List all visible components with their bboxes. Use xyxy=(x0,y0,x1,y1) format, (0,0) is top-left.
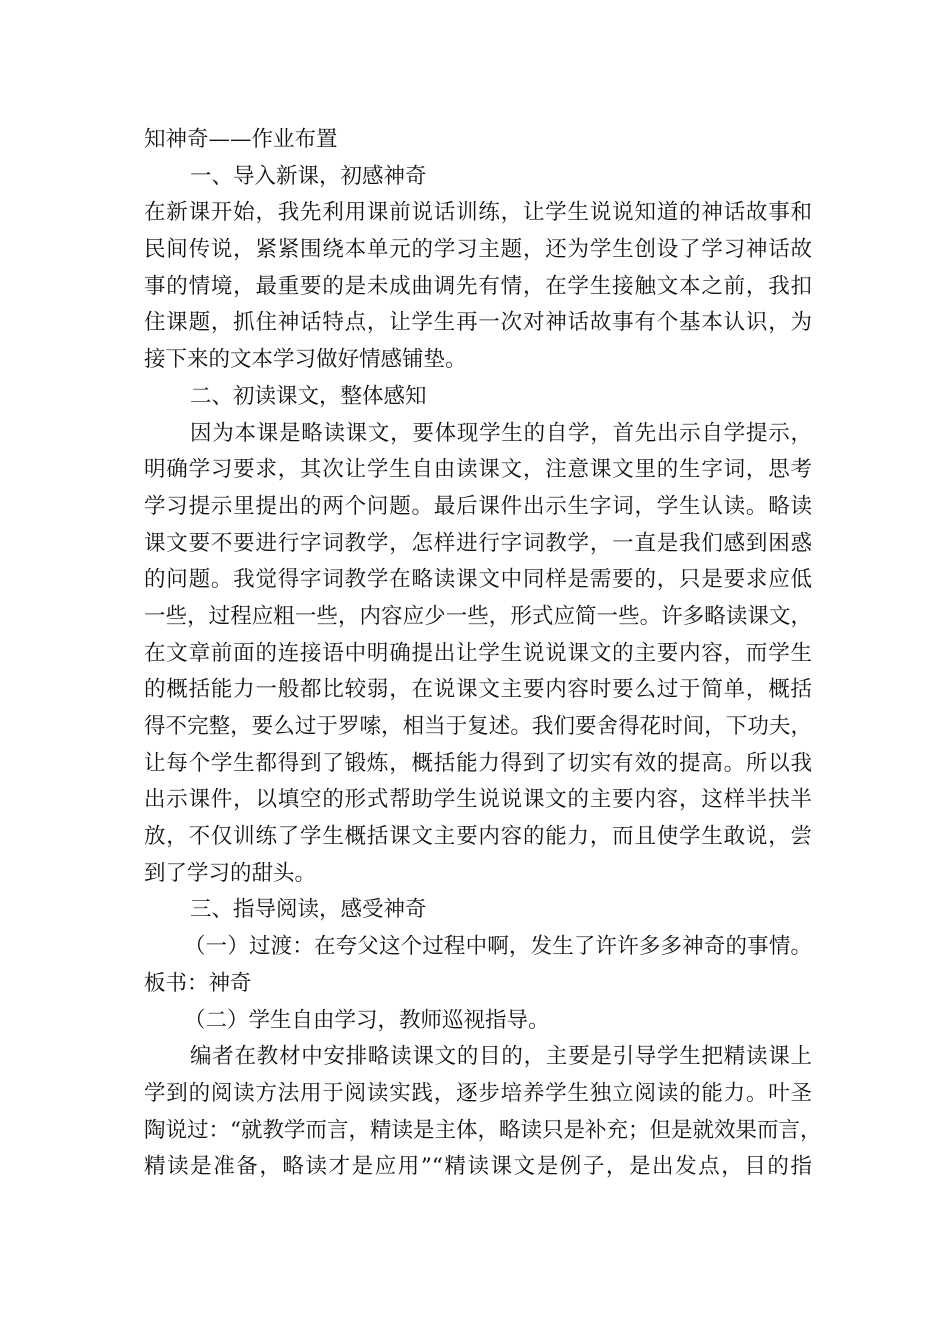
section-heading-3: 三、指导阅读，感受神奇 xyxy=(190,897,427,923)
paragraph-line: 因为本课是略读课文，要体现学生的自学，首先出示自学提示， xyxy=(190,420,812,446)
paragraph-line: 得不完整，要么过于罗嗦，相当于复述。我们要舍得花时间，下功夫， xyxy=(144,714,812,739)
paragraph-line: 在新课开始，我先利用课前说话训练，让学生说说知道的神话故事和 xyxy=(144,200,812,226)
document-title: 知神奇——作业布置 xyxy=(144,127,338,152)
paragraph-line: （一）过渡：在夸父这个过程中啊，发生了许许多多神奇的事情。 xyxy=(184,934,812,960)
paragraph-line: 课文要不要进行字词教学，怎样进行字词教学，一直是我们感到困惑 xyxy=(144,530,812,556)
paragraph-line: 精读是准备，略读才是应用”“精读课文是例子，是出发点，目的指 xyxy=(144,1154,812,1180)
paragraph-line: 接下来的文本学习做好情感铺垫。 xyxy=(144,347,467,373)
document-page xyxy=(144,122,822,1186)
paragraph-line: 明确学习要求，其次让学生自由读课文，注意课文里的生字词，思考 xyxy=(144,457,812,483)
paragraph-line: 放，不仅训练了学生概括课文主要内容的能力，而且使学生敢说，尝 xyxy=(144,824,812,850)
paragraph-line: 学到的阅读方法用于阅读实践，逐步培养学生独立阅读的能力。叶圣 xyxy=(144,1080,812,1106)
paragraph-line: 到了学习的甜头。 xyxy=(144,860,317,886)
paragraph-line: 一些，过程应粗一些，内容应少一些，形式应简一些。许多略读课文， xyxy=(144,603,812,629)
section-heading-2: 二、初读课文，整体感知 xyxy=(190,383,427,409)
paragraph-line: 在文章前面的连接语中明确提出让学生说说课文的主要内容，而学生 xyxy=(144,640,812,666)
section-heading-1: 一、导入新课，初感神奇 xyxy=(190,163,427,189)
paragraph-line: 住课题，抓住神话特点，让学生再一次对神话故事有个基本认识，为 xyxy=(144,310,812,336)
paragraph-line: 的问题。我觉得字词教学在略读课文中同样是需要的，只是要求应低 xyxy=(144,567,812,593)
paragraph-line: 编者在教材中安排略读课文的目的，主要是引导学生把精读课上 xyxy=(190,1044,812,1070)
paragraph-line: 让每个学生都得到了锻炼，概括能力得到了切实有效的提高。所以我 xyxy=(144,750,812,776)
paragraph-line: 民间传说，紧紧围绕本单元的学习主题，还为学生创设了学习神话故 xyxy=(144,237,812,263)
paragraph-line: 事的情境，最重要的是未成曲调先有情，在学生接触文本之前，我扣 xyxy=(144,273,812,299)
subsection-heading: （二）学生自由学习，教师巡视指导。 xyxy=(184,1007,550,1033)
paragraph-line: 的概括能力一般都比较弱，在说课文主要内容时要么过于简单，概括 xyxy=(144,677,812,703)
paragraph-line: 陶说过：“就教学而言，精读是主体，略读只是补充；但是就效果而言， xyxy=(144,1117,822,1143)
paragraph-line: 板书：神奇 xyxy=(144,970,252,996)
paragraph-line: 出示课件，以填空的形式帮助学生说说课文的主要内容，这样半扶半 xyxy=(144,787,812,813)
paragraph-line: 学习提示里提出的两个问题。最后课件出示生字词，学生认读。略读 xyxy=(144,493,812,519)
